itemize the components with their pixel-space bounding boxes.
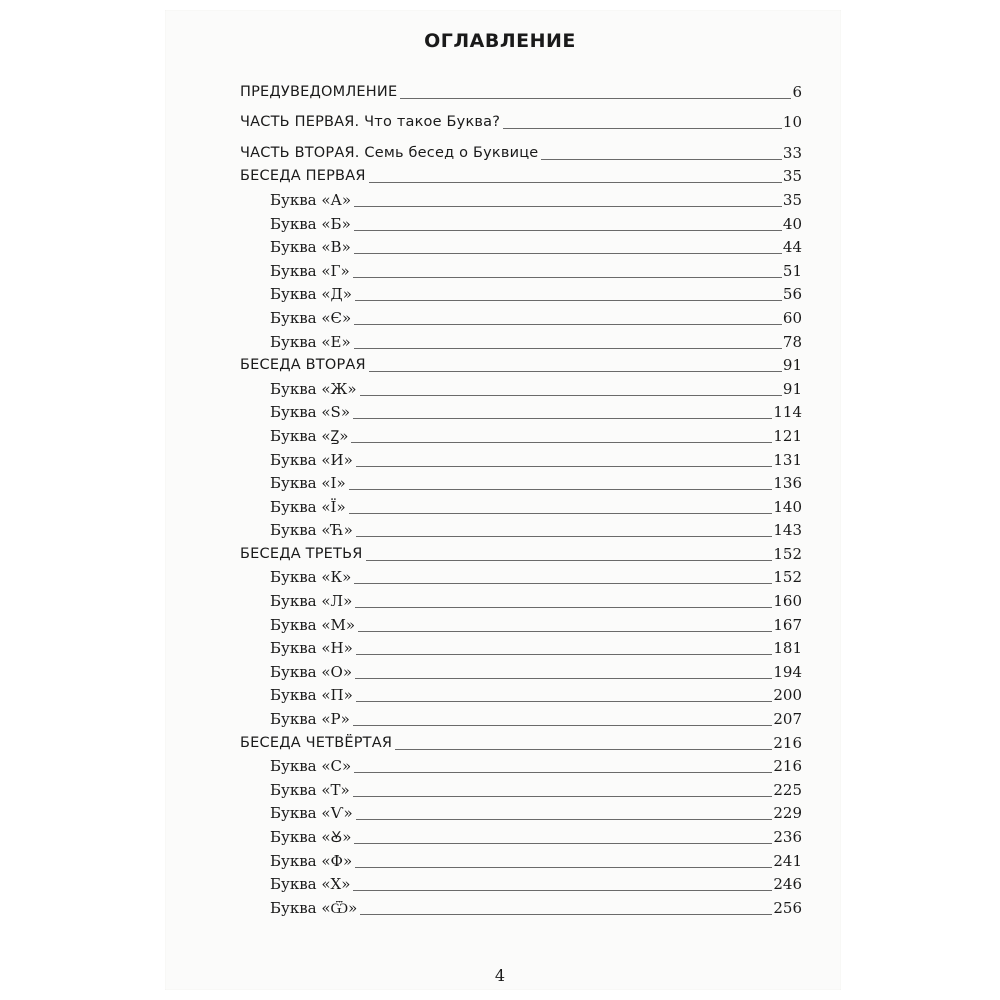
toc-entry-label: Буква «Т» (270, 780, 350, 799)
toc-entry-page: 241 (773, 851, 802, 870)
toc-entry-letter[interactable] (240, 470, 802, 494)
toc-entry-letter[interactable] (240, 517, 802, 541)
toc-entry-label: Буква «И» (270, 450, 353, 469)
toc-entry-page: 194 (773, 662, 802, 681)
toc-leader-line (354, 583, 772, 584)
toc-entry-label: Буква «А» (270, 190, 352, 209)
toc-entry-letter[interactable] (240, 210, 802, 234)
toc-entry-page: 121 (773, 426, 802, 445)
toc-entry-page: 246 (773, 875, 802, 894)
toc-entry-label: Буква «Ж» (270, 379, 357, 398)
toc-entry-page: 236 (773, 828, 802, 846)
toc-leader-line (360, 914, 772, 915)
toc-entry-label: Буква «К» (270, 568, 352, 587)
toc-entry-letter[interactable] (240, 682, 802, 706)
toc-entry-page: 143 (773, 521, 802, 540)
toc-entry-label: Буква «Г» (270, 261, 350, 280)
toc-entry-label: Буква «М» (270, 615, 356, 634)
toc-entry-section[interactable] (240, 163, 802, 187)
toc-entry-label: ПРЕДУВЕДОМЛЕНИЕ (240, 83, 398, 100)
toc-entry-page: 35 (782, 190, 802, 209)
toc-entry-page: 140 (773, 497, 802, 516)
toc-entry-label: БЕСЕДА ЧЕТВЁРТАЯ (240, 734, 393, 751)
toc-entry-label: Буква «Ꙁ» (270, 426, 349, 445)
toc-entry-label: Буква «Х» (270, 875, 351, 894)
toc-entry-page: 33 (782, 143, 802, 162)
toc-entry-label: Буква «Н» (270, 639, 353, 658)
toc-leader-line (360, 395, 782, 396)
toc-entry-label: Буква «Ꙋ» (270, 828, 352, 846)
toc-leader-line (400, 98, 791, 99)
toc-entry-page: 152 (773, 544, 802, 563)
toc-leader-line (358, 631, 772, 632)
toc-entry-section[interactable] (240, 78, 802, 102)
toc-entry-page: 152 (773, 568, 802, 587)
toc-entry-label: ЧАСТЬ ПЕРВАЯ. Что такое Буква? (240, 114, 501, 131)
toc-leader-line (354, 324, 782, 325)
toc-entry-letter[interactable] (240, 847, 802, 871)
table-of-contents (240, 78, 802, 918)
toc-leader-line (349, 513, 773, 514)
toc-leader-line (503, 128, 782, 129)
toc-entry-label: Буква «О» (270, 662, 353, 681)
toc-entry-label: БЕСЕДА ПЕРВАЯ (240, 168, 366, 185)
toc-entry-letter[interactable] (240, 375, 802, 399)
toc-leader-line (349, 489, 773, 490)
toc-entry-letter[interactable] (240, 328, 802, 352)
toc-entry-letter[interactable] (240, 705, 802, 729)
toc-entry-page: 225 (773, 780, 802, 799)
toc-entry-page: 181 (773, 639, 802, 658)
toc-entry-page: 136 (773, 474, 802, 493)
toc-entry-page: 207 (773, 710, 802, 729)
toc-entry-label: Буква «Р» (270, 710, 350, 729)
toc-entry-section[interactable] (240, 139, 802, 163)
toc-leader-line (355, 300, 782, 301)
toc-entry-page: 91 (782, 356, 802, 375)
toc-entry-letter[interactable] (240, 823, 802, 847)
toc-entry-page: 56 (782, 285, 802, 304)
toc-entry-page: 216 (773, 757, 802, 776)
page-title: ОГЛАВЛЕНИЕ (424, 30, 576, 52)
toc-leader-line (354, 348, 782, 349)
toc-entry-label: Буква «Б» (270, 214, 351, 233)
toc-leader-line (356, 654, 773, 655)
toc-leader-line (353, 418, 772, 419)
toc-entry-label: Буква «П» (270, 686, 353, 705)
toc-entry-letter[interactable] (240, 658, 802, 682)
toc-entry-page: 229 (773, 804, 802, 823)
page-number: 4 (494, 966, 506, 985)
toc-entry-section[interactable] (240, 540, 802, 564)
toc-entry-label: Буква «Е» (270, 332, 351, 351)
toc-entry-section[interactable] (240, 352, 802, 376)
toc-leader-line (369, 182, 782, 183)
toc-entry-letter[interactable] (240, 422, 802, 446)
toc-entry-page: 78 (782, 332, 802, 351)
toc-entry-section[interactable] (240, 109, 802, 133)
toc-entry-letter[interactable] (240, 635, 802, 659)
toc-entry-letter[interactable] (240, 753, 802, 777)
toc-entry-label: Буква «Є» (270, 308, 352, 327)
toc-leader-line (354, 772, 772, 773)
toc-entry-letter[interactable] (240, 871, 802, 895)
toc-leader-line (354, 253, 782, 254)
toc-leader-line (354, 230, 782, 231)
toc-leader-line (354, 843, 772, 844)
toc-entry-page: 91 (782, 379, 802, 398)
toc-leader-line (355, 607, 772, 608)
toc-leader-line (355, 678, 772, 679)
toc-entry-label: ЧАСТЬ ВТОРАЯ. Семь бесед о Буквице (240, 144, 539, 161)
toc-entry-page: 35 (782, 167, 802, 186)
toc-entry-label: БЕСЕДА ТРЕТЬЯ (240, 545, 363, 562)
toc-entry-letter[interactable] (240, 564, 802, 588)
toc-leader-line (356, 701, 773, 702)
toc-entry-letter[interactable] (240, 493, 802, 517)
toc-entry-page: 44 (782, 238, 802, 257)
toc-leader-line (541, 159, 781, 160)
toc-entry-letter[interactable] (240, 281, 802, 305)
toc-entry-page: 10 (782, 113, 802, 132)
toc-entry-letter[interactable] (240, 186, 802, 210)
toc-entry-letter[interactable] (240, 776, 802, 800)
toc-entry-label: Буква «Д» (270, 285, 352, 304)
toc-leader-line (369, 371, 782, 372)
toc-entry-letter[interactable] (240, 800, 802, 824)
toc-entry-page: 167 (773, 615, 802, 634)
toc-entry-letter[interactable] (240, 587, 802, 611)
toc-entry-label: БЕСЕДА ВТОРАЯ (240, 357, 366, 374)
toc-entry-letter[interactable] (240, 611, 802, 635)
toc-leader-line (395, 749, 772, 750)
toc-leader-line (353, 725, 773, 726)
toc-entry-label: Буква «Ћ» (270, 521, 353, 540)
toc-entry-label: Буква «Ѵ» (270, 804, 353, 823)
toc-leader-line (353, 277, 782, 278)
toc-entry-page: 131 (773, 450, 802, 469)
toc-entry-letter[interactable] (240, 304, 802, 328)
toc-entry-page: 51 (782, 261, 802, 280)
toc-leader-line (351, 442, 772, 443)
toc-entry-label: Буква «Ї» (270, 497, 346, 516)
toc-leader-line (353, 890, 772, 891)
toc-entry-letter[interactable] (240, 234, 802, 258)
toc-leader-line (356, 819, 773, 820)
toc-entry-label: Буква «Ѿ» (270, 898, 358, 917)
toc-leader-line (354, 206, 782, 207)
toc-entry-page: 60 (782, 308, 802, 327)
toc-leader-line (366, 560, 773, 561)
toc-entry-letter[interactable] (240, 257, 802, 281)
toc-leader-line (355, 867, 772, 868)
toc-entry-page: 160 (773, 592, 802, 611)
toc-entry-letter[interactable] (240, 399, 802, 423)
toc-entry-page: 216 (773, 733, 802, 752)
toc-entry-label: Буква «В» (270, 238, 351, 257)
toc-entry-label: Буква «Ф» (270, 851, 353, 870)
toc-leader-line (356, 536, 773, 537)
toc-entry-label: Буква «Ѕ» (270, 403, 351, 422)
toc-entry-label: Буква «Л» (270, 592, 353, 611)
toc-entry-label: Буква «І» (270, 474, 346, 493)
toc-leader-line (356, 466, 773, 467)
toc-entry-page: 114 (773, 403, 802, 422)
toc-entry-label: Буква «С» (270, 757, 352, 776)
toc-entry-letter[interactable] (240, 894, 802, 918)
toc-leader-line (353, 796, 773, 797)
toc-entry-page: 40 (782, 214, 802, 233)
toc-entry-page: 256 (773, 898, 802, 917)
toc-entry-page: 200 (773, 686, 802, 705)
toc-entry-section[interactable] (240, 729, 802, 753)
toc-entry-page: 6 (792, 82, 802, 101)
toc-entry-letter[interactable] (240, 446, 802, 470)
